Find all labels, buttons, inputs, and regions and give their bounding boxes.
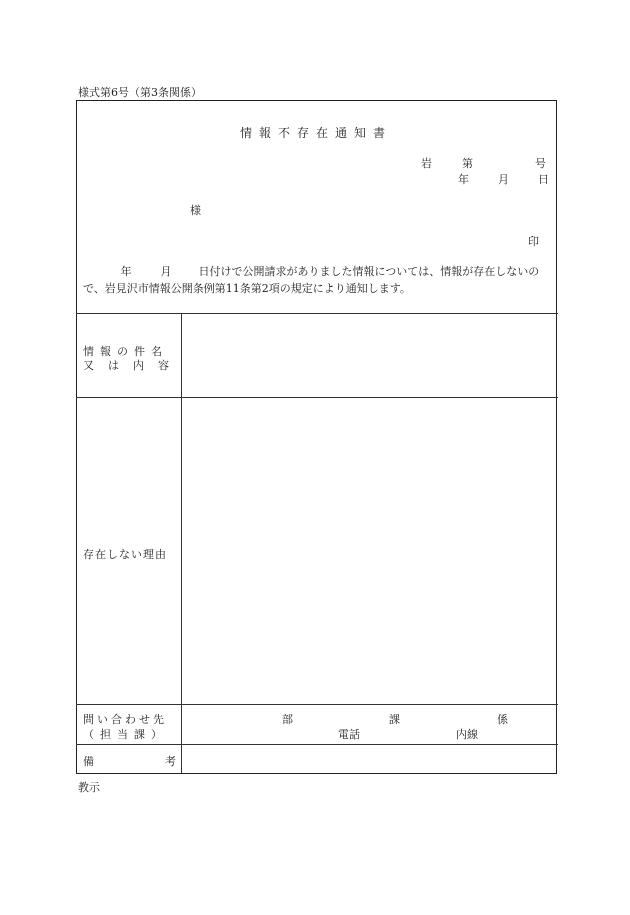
form-number-label: 様式第6号（第3条関係） [78,86,202,99]
instruction-heading: 教示 [78,781,100,794]
body-text-1: 日付けで公開請求がありました情報については、情報が存在しないの [198,265,540,278]
remarks-label-1: 備 [83,755,94,768]
date-day: 日 [538,173,549,186]
number-prefix: 岩 [421,157,432,170]
date-year: 年 [458,173,469,186]
body-line-2: で、岩見沢市情報公開条例第11条第2項の規定により通知します。 [83,282,411,295]
addressee-suffix: 様 [190,204,201,217]
date-month: 月 [498,173,509,186]
contact-label-2: （担当課） [83,728,168,741]
reason-label: 存在しない理由 [83,548,167,561]
body-year: 年 [120,265,132,278]
divider-header [76,313,558,314]
document-number-line [421,155,546,171]
subject-label-1: 情報の件名 [83,345,168,358]
divider-subject [76,397,558,398]
remarks-label-2: 考 [165,755,176,768]
notice-form-frame [76,100,557,774]
divider-contact [76,744,558,745]
contact-extension: 内線 [456,728,478,741]
contact-label-1: 問い合わせ先 [83,713,167,726]
body-line-1 [83,263,539,279]
number-suffix: 号 [535,157,546,170]
contact-section: 課 [389,713,400,726]
seal-mark: 印 [528,235,539,248]
body-month: 月 [160,265,172,278]
label-column-divider [181,313,182,773]
divider-reason [76,704,558,705]
contact-unit: 係 [497,713,508,726]
contact-dept: 部 [282,713,293,726]
subject-label-2: 又は内容 [83,359,183,372]
number-middle: 第 [462,157,473,170]
contact-phone: 電話 [338,728,360,741]
document-date-line [458,171,549,187]
document-title: 情報不存在通知書 [240,126,393,140]
